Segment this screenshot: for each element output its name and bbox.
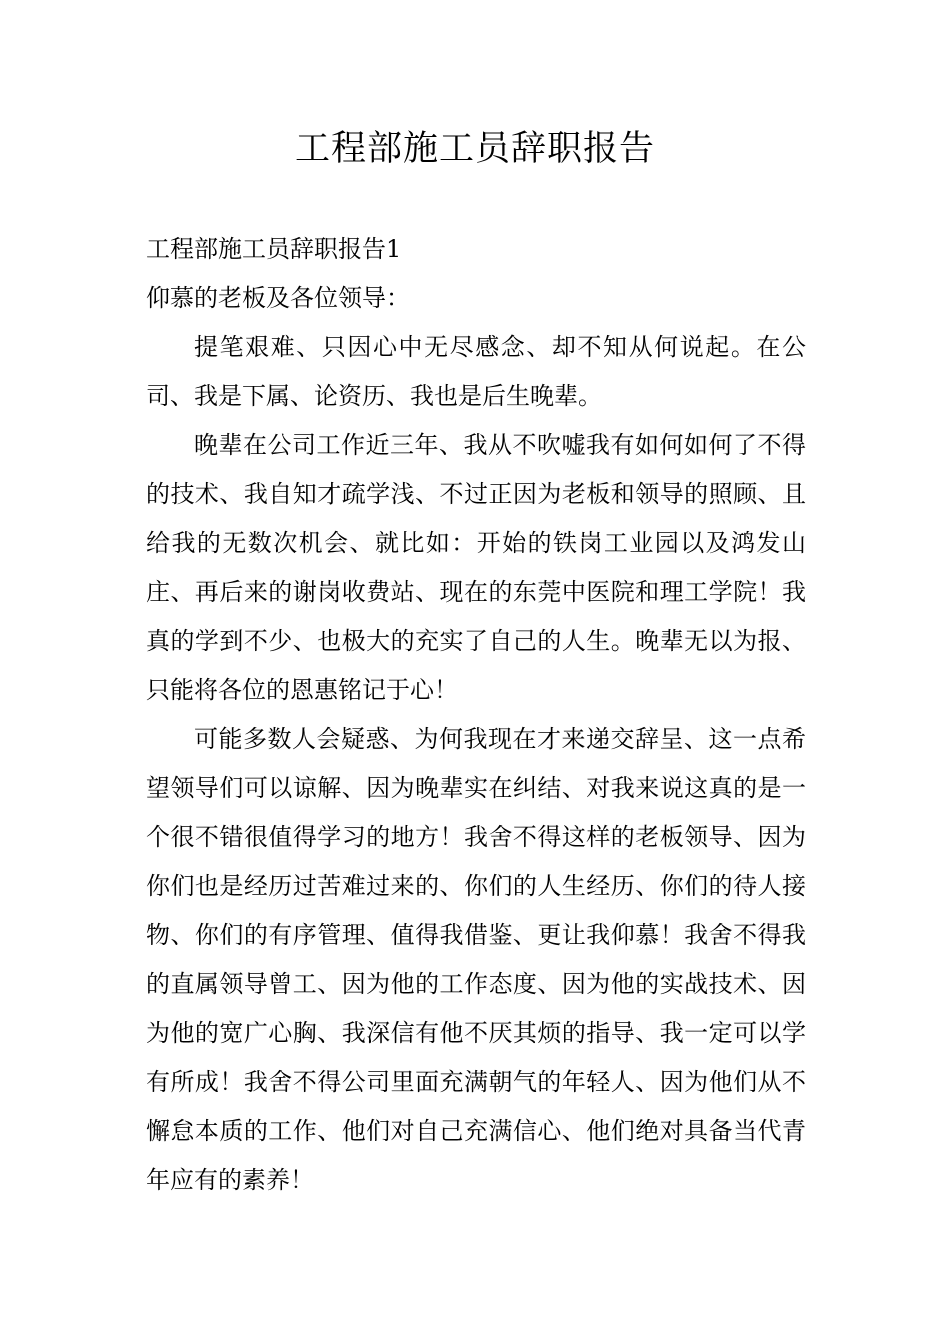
- salutation: 仰慕的老板及各位领导：: [146, 284, 410, 312]
- document-title: 工程部施工员辞职报告: [294, 129, 655, 169]
- document-body: [146, 225, 806, 1205]
- paragraph-3: 可能多数人会疑惑、为何我现在才来递交辞呈、这一点希望领导们可以谅解、因为晚辈实在纠结、对我来说这真的是一个很不错很值得学习的地方！我舍不得这样的老板领导、因为你们也是经历过苦难过来的、你们的人生经历、你们的待人接物、你们的有序管理、值得我借鉴、更让我仰慕！我舍不得我的直属领导曾工、因为他的工作态度、因为他的实战技术、因为他的宽广心胸、我深信有他不厌其烦的指导、我一定可以学有所成！我舍不得公司里面充满朝气的年轻人、因为他们从不懈怠本质的工作、他们对自己充满信心、他们绝对具备当代青年应有的素养！: [146, 725, 806, 1194]
- document-subtitle: 工程部施工员辞职报告1: [146, 235, 402, 263]
- paragraph-1: 提笔艰难、只因心中无尽感念、却不知从何说起。在公司、我是下属、论资历、我也是后生晚辈。: [146, 333, 806, 410]
- paragraph-2: 晚辈在公司工作近三年、我从不吹嘘我有如何如何了不得的技术、我自知才疏学浅、不过正因为老板和领导的照顾、且给我的无数次机会、就比如：开始的铁岗工业园以及鸿发山庄、再后来的谢岗收费站、现在的东莞中医院和理工学院！我真的学到不少、也极大的充实了自己的人生。晚辈无以为报、只能将各位的恩惠铭记于心！: [146, 431, 806, 704]
